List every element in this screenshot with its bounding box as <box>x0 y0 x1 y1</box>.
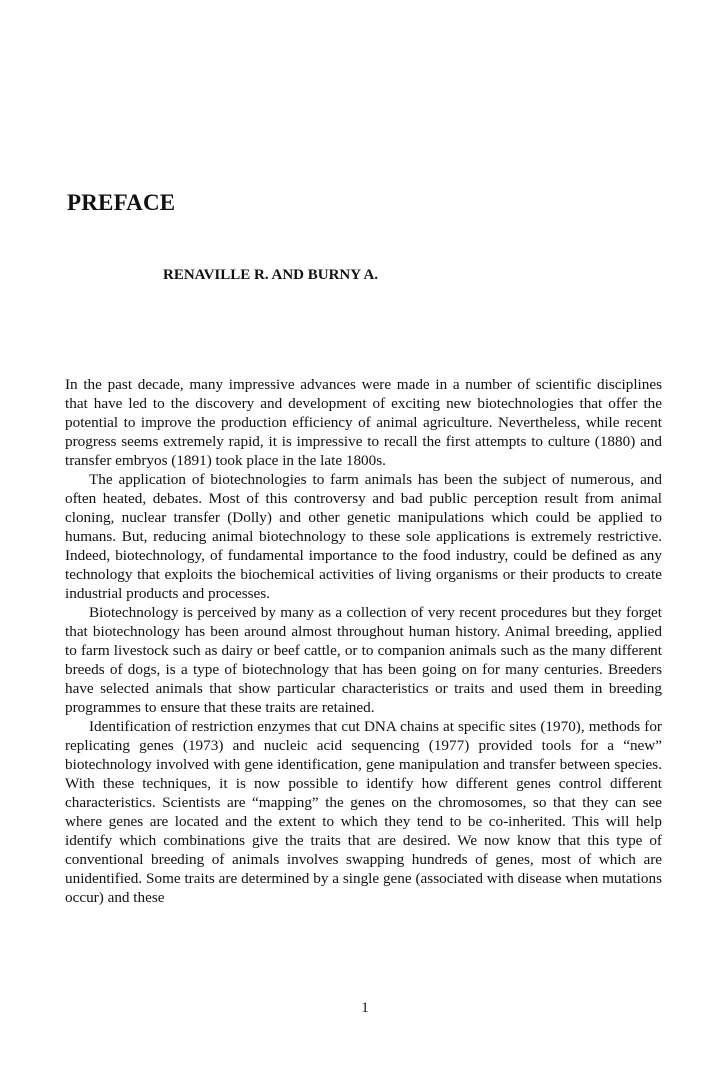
paragraph: Identification of restriction enzymes that cut DNA chains at specific sites (1970), methods for replicating genes (1973) and nucleic acid sequencing (1977) provided tools for a “new” biotechnology involved with gene identification, gene manipulation and transfer between species. With these techniques, it is now possible to identify how different genes control different characteristics. Scientists are “mapping” the genes on the chromosomes, so that they can see where genes are located and the extent to which they tend to be co-inherited. This will help identify which combinations give the traits that are desired. We now know that this type of conventional breeding of animals involves swapping hundreds of genes, most of which are unidentified. Some traits are determined by a single gene (associated with disease when mutations occur) and these <box>65 718 662 906</box>
paragraph: Biotechnology is perceived by many as a collection of very recent procedures but they forget that biotechnology has been around almost throughout human history. Animal breeding, applied to farm livestock such as dairy or beef cattle, or to companion animals such as the many different breeds of dogs, is a type of biotechnology that has been going on for many centuries. Breeders have selected animals that show particular characteristics or traits and used them in breeding programmes to ensure that these traits are retained. <box>65 604 662 716</box>
page-number: 1 <box>361 1000 369 1016</box>
paragraph: In the past decade, many impressive advances were made in a number of scientific disciplines that have led to the discovery and development of exciting new biotechnologies that offer the potential to improve the production efficiency of animal agriculture. Nevertheless, while recent progress seems extremely rapid, it is impressive to recall the first attempts to culture (1880) and transfer embryos (1891) took place in the late 1800s. <box>65 376 662 469</box>
preface-body <box>65 375 662 907</box>
page-title: PREFACE <box>67 190 176 215</box>
author-line: RENAVILLE R. AND BURNY A. <box>163 267 379 283</box>
paragraph: The application of biotechnologies to farm animals has been the subject of numerous, and often heated, debates. Most of this controversy and bad public perception result from animal cloning, nuclear transfer (Dolly) and other genetic manipulations which could be applied to humans. But, reducing animal biotechnology to these sole applications is extremely restrictive. Indeed, biotechnology, of fundamental importance to the food industry, could be defined as any technology that exploits the biochemical activities of living organisms or their products to create industrial products and processes. <box>65 471 662 602</box>
